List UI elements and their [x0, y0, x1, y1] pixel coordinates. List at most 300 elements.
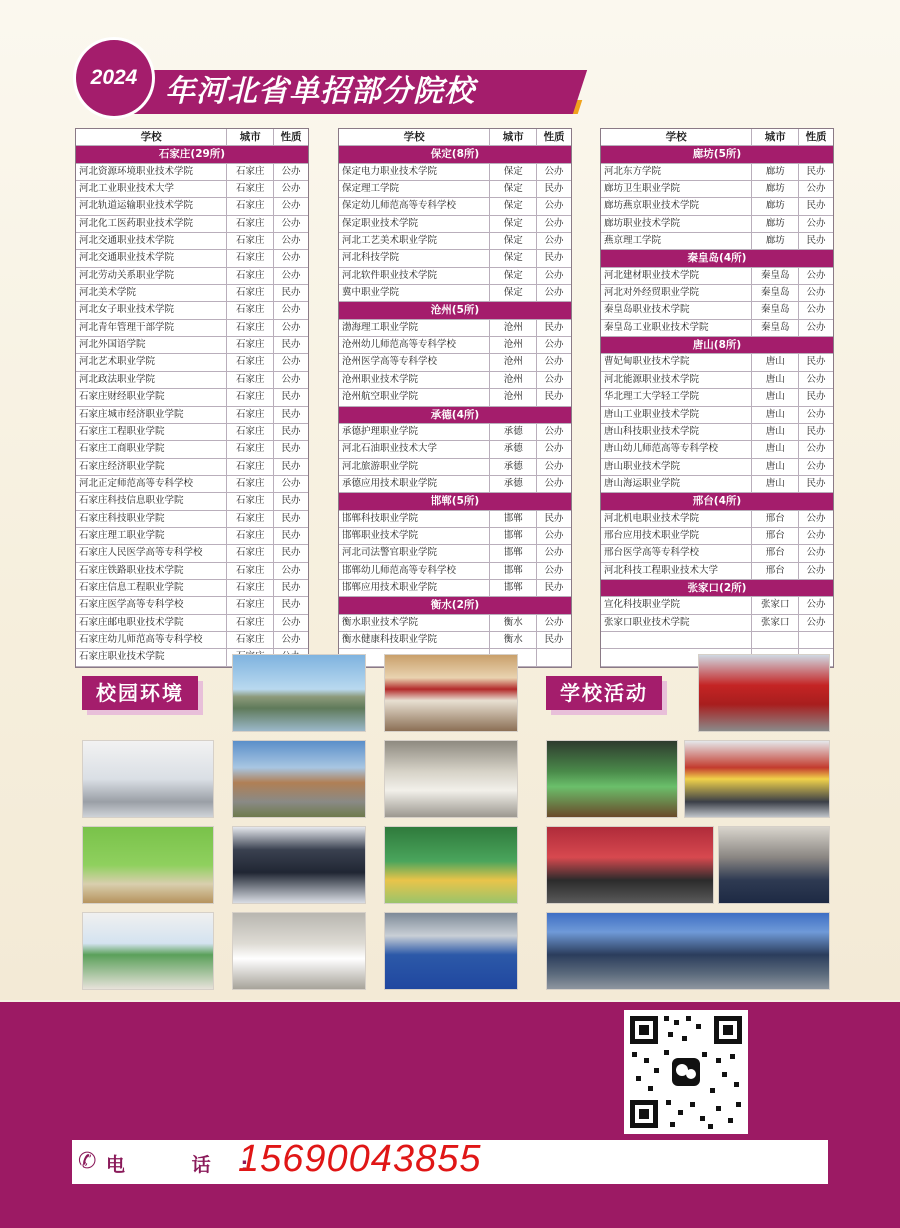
- school-city: 邯郸: [490, 528, 537, 544]
- school-type: 公办: [544, 217, 564, 229]
- school-name: 曹妃甸职业技术学院: [601, 354, 752, 370]
- school-type: 民办: [281, 391, 301, 403]
- table-row: [76, 459, 308, 476]
- school-city: 石家庄: [227, 250, 274, 266]
- table-row: [76, 320, 308, 337]
- table-row: [601, 407, 833, 424]
- school-city: 石家庄: [227, 337, 274, 353]
- school-city: 石家庄: [227, 580, 274, 596]
- school-city: 张家口: [752, 597, 799, 613]
- table-row: [601, 424, 833, 441]
- school-city: 保定: [490, 198, 537, 214]
- campus-photo-lounge: [384, 826, 518, 904]
- school-type: 公办: [281, 217, 301, 229]
- school-city: 石家庄: [227, 181, 274, 197]
- school-type: 民办: [281, 581, 301, 593]
- school-type: 公办: [281, 304, 301, 316]
- campus-photo-lake: [232, 654, 366, 732]
- activity-photo-event: [684, 740, 830, 818]
- school-city: 唐山: [752, 441, 799, 457]
- school-type: 公办: [806, 529, 826, 541]
- school-type: 公办: [281, 356, 301, 368]
- school-city: 廊坊: [752, 164, 799, 180]
- table-row: [601, 372, 833, 389]
- school-name: 河北政法职业学院: [76, 372, 227, 388]
- school-name: 宣化科技职业学院: [601, 597, 752, 613]
- school-city: 石家庄: [227, 597, 274, 613]
- school-name: 唐山职业技术学院: [601, 459, 752, 475]
- school-city: 石家庄: [227, 164, 274, 180]
- school-type: 民办: [281, 599, 301, 611]
- school-name: 河北司法警官职业学院: [339, 545, 490, 561]
- school-name: 廊坊燕京职业技术学院: [601, 198, 752, 214]
- school-city: 石家庄: [227, 372, 274, 388]
- school-city: 保定: [490, 216, 537, 232]
- school-type: 民办: [281, 529, 301, 541]
- table-row: [339, 580, 571, 597]
- school-name: 沧州职业技术学院: [339, 372, 490, 388]
- region-header: 邢台(4所): [601, 493, 833, 510]
- school-name: 河北化工医药职业技术学院: [76, 216, 227, 232]
- school-type: 公办: [806, 183, 826, 195]
- phone-label: 电 话:: [106, 1154, 279, 1176]
- table-row: [601, 233, 833, 250]
- school-type: 公办: [806, 217, 826, 229]
- school-name: 秦皇岛工业职业技术学院: [601, 320, 752, 336]
- campus-photo-studio: [82, 826, 214, 904]
- table-row: [339, 250, 571, 267]
- school-type: 公办: [544, 356, 564, 368]
- school-name: 石家庄经济职业学院: [76, 459, 227, 475]
- table-row: [76, 268, 308, 285]
- school-city: 石家庄: [227, 268, 274, 284]
- school-name: 石家庄邮电职业技术学院: [76, 615, 227, 631]
- school-name: 承德应用技术职业学院: [339, 476, 490, 492]
- school-name: 石家庄财经职业学院: [76, 389, 227, 405]
- column-header-type: 性质: [543, 131, 565, 143]
- phone-number[interactable]: 15690043855: [238, 1138, 482, 1180]
- column-header-city: 城市: [752, 129, 799, 145]
- school-city: 唐山: [752, 424, 799, 440]
- school-name: 沧州航空职业学院: [339, 389, 490, 405]
- school-city: 秦皇岛: [752, 320, 799, 336]
- school-name: 邯郸职业技术学院: [339, 528, 490, 544]
- table-header: [76, 129, 308, 146]
- school-name: 石家庄信息工程职业学院: [76, 580, 227, 596]
- activity-photo-fire-truck: [698, 654, 830, 732]
- campus-photo-auditorium: [384, 912, 518, 990]
- table-row: [76, 545, 308, 562]
- school-type: 公办: [281, 269, 301, 281]
- school-name: 廊坊职业技术学院: [601, 216, 752, 232]
- school-type: 民办: [544, 633, 564, 645]
- school-type: 公办: [806, 616, 826, 628]
- school-city: 石家庄: [227, 198, 274, 214]
- school-type: 公办: [281, 183, 301, 195]
- school-type: 公办: [281, 373, 301, 385]
- table-row: [76, 354, 308, 371]
- school-city: 石家庄: [227, 493, 274, 509]
- school-city: 邢台: [752, 528, 799, 544]
- school-name: 河北工业职业技术大学: [76, 181, 227, 197]
- school-name: 廊坊卫生职业学院: [601, 181, 752, 197]
- school-type: 公办: [544, 460, 564, 472]
- region-header: 保定(8所): [339, 146, 571, 163]
- school-name: 衡水职业技术学院: [339, 615, 490, 631]
- school-name: 河北对外经贸职业学院: [601, 285, 752, 301]
- table-row: [339, 545, 571, 562]
- table-row: [339, 372, 571, 389]
- table-row: [76, 216, 308, 233]
- school-name: 河北建材职业技术学院: [601, 268, 752, 284]
- school-city: 石家庄: [227, 545, 274, 561]
- table-row: [339, 181, 571, 198]
- table-row: [601, 198, 833, 215]
- school-type: 民办: [281, 287, 301, 299]
- school-name: 石家庄医学高等专科学校: [76, 597, 227, 613]
- table-row: [601, 545, 833, 562]
- school-name: 唐山幼儿师范高等专科学校: [601, 441, 752, 457]
- campus-photo-computer-lab: [82, 740, 214, 818]
- table-row: [339, 459, 571, 476]
- blank-cell: [799, 632, 833, 648]
- school-table-2: [338, 128, 572, 668]
- page-title: 年河北省单招部分院校: [165, 74, 475, 109]
- table-row: [601, 459, 833, 476]
- school-city: 沧州: [490, 337, 537, 353]
- region-header: 唐山(8所): [601, 337, 833, 354]
- school-type: 民办: [281, 425, 301, 437]
- school-type: 民办: [544, 581, 564, 593]
- table-row: [601, 615, 833, 632]
- school-type: 民办: [281, 495, 301, 507]
- school-name: 河北东方学院: [601, 164, 752, 180]
- school-name: 渤海理工职业学院: [339, 320, 490, 336]
- table-row: [76, 233, 308, 250]
- school-name: 河北外国语学院: [76, 337, 227, 353]
- school-name: 河北青年管理干部学院: [76, 320, 227, 336]
- footer-band: [0, 1002, 900, 1228]
- school-type: 民办: [806, 165, 826, 177]
- school-type: 民办: [281, 512, 301, 524]
- blank-row: [601, 632, 833, 649]
- activity-photo-group: [546, 912, 830, 990]
- school-city: 石家庄: [227, 424, 274, 440]
- school-type: 民办: [544, 391, 564, 403]
- school-name: 邢台应用技术职业学院: [601, 528, 752, 544]
- column-header-school: 学校: [339, 129, 490, 145]
- school-type: 公办: [806, 547, 826, 559]
- school-name: 河北轨道运输职业技术学院: [76, 198, 227, 214]
- school-city: 秦皇岛: [752, 302, 799, 318]
- region-header: 石家庄(29所): [76, 146, 308, 163]
- school-type: 民办: [806, 235, 826, 247]
- table-row: [76, 285, 308, 302]
- school-city: 保定: [490, 164, 537, 180]
- campus-photo-monitor-wall: [232, 826, 366, 904]
- school-city: 石家庄: [227, 320, 274, 336]
- blank-cell: [537, 649, 571, 665]
- school-name: 河北科技工程职业技术大学: [601, 563, 752, 579]
- table-row: [339, 389, 571, 406]
- school-type: 公办: [544, 269, 564, 281]
- school-city: 唐山: [752, 459, 799, 475]
- school-name: 张家口职业技术学院: [601, 615, 752, 631]
- table-row: [76, 615, 308, 632]
- school-name: 石家庄铁路职业技术学院: [76, 563, 227, 579]
- table-row: [601, 302, 833, 319]
- school-city: 沧州: [490, 372, 537, 388]
- school-city: 沧州: [490, 320, 537, 336]
- school-type: 公办: [281, 477, 301, 489]
- school-name: 河北交通职业技术学院: [76, 233, 227, 249]
- school-city: 石家庄: [227, 632, 274, 648]
- school-type: 公办: [806, 460, 826, 472]
- school-city: 邯郸: [490, 563, 537, 579]
- table-row: [339, 632, 571, 649]
- school-type: 公办: [544, 564, 564, 576]
- school-name: 沧州幼儿师范高等专科学校: [339, 337, 490, 353]
- qr-code-icon: [624, 1010, 748, 1134]
- school-city: 承德: [490, 441, 537, 457]
- school-city: 邯郸: [490, 511, 537, 527]
- table-row: [76, 407, 308, 424]
- table-row: [601, 268, 833, 285]
- school-name: 衡水健康科技职业学院: [339, 632, 490, 648]
- school-city: 廊坊: [752, 233, 799, 249]
- table-row: [76, 493, 308, 510]
- table-row: [339, 511, 571, 528]
- school-name: 河北资源环境职业技术学院: [76, 164, 227, 180]
- school-type: 公办: [544, 616, 564, 628]
- campus-photo-building: [232, 740, 366, 818]
- school-city: 邯郸: [490, 545, 537, 561]
- school-name: 承德护理职业学院: [339, 424, 490, 440]
- school-name: 保定理工学院: [339, 181, 490, 197]
- column-header-school: 学校: [76, 129, 227, 145]
- school-city: 承德: [490, 424, 537, 440]
- school-type: 民办: [806, 425, 826, 437]
- school-name: 河北正定师范高等专科学校: [76, 476, 227, 492]
- school-city: 保定: [490, 233, 537, 249]
- school-city: 石家庄: [227, 389, 274, 405]
- school-name: 沧州医学高等专科学校: [339, 354, 490, 370]
- school-city: 石家庄: [227, 441, 274, 457]
- school-type: 民办: [544, 512, 564, 524]
- school-type: 公办: [544, 339, 564, 351]
- campus-photo-lab-room: [82, 912, 214, 990]
- school-name: 秦皇岛职业技术学院: [601, 302, 752, 318]
- table-row: [76, 250, 308, 267]
- table-row: [339, 615, 571, 632]
- table-row: [76, 441, 308, 458]
- table-row: [339, 164, 571, 181]
- section-label-campus: 校园环境: [82, 676, 198, 710]
- school-name: 邯郸幼儿师范高等专科学校: [339, 563, 490, 579]
- school-name: 河北软件职业技术学院: [339, 268, 490, 284]
- school-name: 石家庄职业技术学院: [76, 649, 227, 665]
- school-name: 石家庄城市经济职业学院: [76, 407, 227, 423]
- table-row: [339, 441, 571, 458]
- school-type: 公办: [544, 235, 564, 247]
- table-row: [76, 563, 308, 580]
- school-type: 民办: [544, 321, 564, 333]
- table-row: [601, 389, 833, 406]
- school-city: 石家庄: [227, 563, 274, 579]
- table-row: [601, 528, 833, 545]
- school-type: 民办: [281, 408, 301, 420]
- activity-photo-assembly: [718, 826, 830, 904]
- table-row: [339, 198, 571, 215]
- school-city: 石家庄: [227, 615, 274, 631]
- column-header-type: 性质: [805, 131, 827, 143]
- activity-photo-stage-dance: [546, 740, 678, 818]
- school-type: 公办: [806, 287, 826, 299]
- table-row: [76, 580, 308, 597]
- school-type: 民办: [806, 391, 826, 403]
- table-row: [76, 476, 308, 493]
- school-type: 公办: [544, 477, 564, 489]
- table-row: [76, 389, 308, 406]
- school-name: 保定职业技术学院: [339, 216, 490, 232]
- school-type: 公办: [281, 200, 301, 212]
- phone-icon: ✆: [78, 1149, 97, 1174]
- table-header: [601, 129, 833, 146]
- blank-cell: [601, 632, 752, 648]
- school-name: 石家庄理工职业学院: [76, 528, 227, 544]
- school-name: 唐山海运职业学院: [601, 476, 752, 492]
- table-row: [76, 181, 308, 198]
- table-row: [601, 216, 833, 233]
- region-header: 张家口(2所): [601, 580, 833, 597]
- school-type: 公办: [281, 616, 301, 628]
- table-row: [601, 476, 833, 493]
- table-row: [76, 372, 308, 389]
- table-row: [339, 233, 571, 250]
- school-city: 承德: [490, 459, 537, 475]
- school-city: 保定: [490, 285, 537, 301]
- table-row: [339, 528, 571, 545]
- school-city: 石家庄: [227, 354, 274, 370]
- table-row: [76, 511, 308, 528]
- school-name: 石家庄科技信息职业学院: [76, 493, 227, 509]
- table-row: [76, 597, 308, 614]
- column-header-city: 城市: [490, 129, 537, 145]
- school-type: 公办: [806, 408, 826, 420]
- school-city: 石家庄: [227, 459, 274, 475]
- school-type: 公办: [806, 443, 826, 455]
- school-name: 保定幼儿师范高等专科学校: [339, 198, 490, 214]
- table-row: [76, 164, 308, 181]
- table-row: [601, 181, 833, 198]
- school-name: 河北美术学院: [76, 285, 227, 301]
- school-city: 廊坊: [752, 198, 799, 214]
- school-name: 河北石油职业技术大学: [339, 441, 490, 457]
- school-city: 衡水: [490, 615, 537, 631]
- table-row: [339, 268, 571, 285]
- school-type: 民办: [806, 477, 826, 489]
- school-type: 公办: [544, 529, 564, 541]
- school-city: 保定: [490, 268, 537, 284]
- table-header: [339, 129, 571, 146]
- school-name: 河北旅游职业学院: [339, 459, 490, 475]
- table-row: [76, 424, 308, 441]
- school-name: 河北劳动关系职业学院: [76, 268, 227, 284]
- school-table-3: [600, 128, 834, 668]
- school-name: 燕京理工学院: [601, 233, 752, 249]
- school-type: 公办: [806, 304, 826, 316]
- campus-photo-meeting-room: [384, 654, 518, 732]
- table-row: [339, 285, 571, 302]
- table-row: [339, 563, 571, 580]
- table-row: [601, 164, 833, 181]
- table-row: [339, 320, 571, 337]
- table-row: [76, 528, 308, 545]
- table-row: [76, 632, 308, 649]
- school-type: 公办: [806, 512, 826, 524]
- table-row: [76, 337, 308, 354]
- school-type: 民办: [281, 339, 301, 351]
- school-city: 石家庄: [227, 285, 274, 301]
- school-type: 公办: [806, 321, 826, 333]
- school-name: 石家庄工程职业学院: [76, 424, 227, 440]
- school-name: 冀中职业学院: [339, 285, 490, 301]
- table-row: [601, 320, 833, 337]
- school-city: 唐山: [752, 372, 799, 388]
- region-header: 沧州(5所): [339, 302, 571, 319]
- school-city: 石家庄: [227, 476, 274, 492]
- school-name: 石家庄科技职业学院: [76, 511, 227, 527]
- school-name: 河北交通职业技术学院: [76, 250, 227, 266]
- school-city: 邢台: [752, 511, 799, 527]
- school-city: 保定: [490, 181, 537, 197]
- school-type: 公办: [806, 373, 826, 385]
- table-row: [601, 441, 833, 458]
- region-header: 衡水(2所): [339, 597, 571, 614]
- school-city: 石家庄: [227, 302, 274, 318]
- school-name: 河北机电职业技术学院: [601, 511, 752, 527]
- school-city: 唐山: [752, 354, 799, 370]
- school-city: 秦皇岛: [752, 268, 799, 284]
- school-type: 民办: [806, 200, 826, 212]
- school-type: 民办: [281, 547, 301, 559]
- school-name: 唐山科技职业技术学院: [601, 424, 752, 440]
- school-name: 河北能源职业技术学院: [601, 372, 752, 388]
- school-type: 公办: [806, 599, 826, 611]
- region-header: 承德(4所): [339, 407, 571, 424]
- school-city: 张家口: [752, 615, 799, 631]
- blank-cell: [752, 632, 799, 648]
- table-row: [601, 354, 833, 371]
- school-city: 秦皇岛: [752, 285, 799, 301]
- section-label-activities: 学校活动: [546, 676, 662, 710]
- year-badge: 2024: [76, 40, 152, 116]
- school-city: 廊坊: [752, 181, 799, 197]
- table-row: [339, 476, 571, 493]
- school-type: 公办: [281, 235, 301, 247]
- school-type: 民办: [281, 460, 301, 472]
- school-type: 公办: [544, 373, 564, 385]
- school-type: 公办: [544, 200, 564, 212]
- school-city: 唐山: [752, 407, 799, 423]
- qr-code[interactable]: [624, 1010, 748, 1134]
- school-type: 公办: [281, 633, 301, 645]
- school-city: 唐山: [752, 476, 799, 492]
- table-row: [601, 285, 833, 302]
- table-row: [601, 597, 833, 614]
- school-type: 民办: [544, 183, 564, 195]
- school-type: 公办: [544, 425, 564, 437]
